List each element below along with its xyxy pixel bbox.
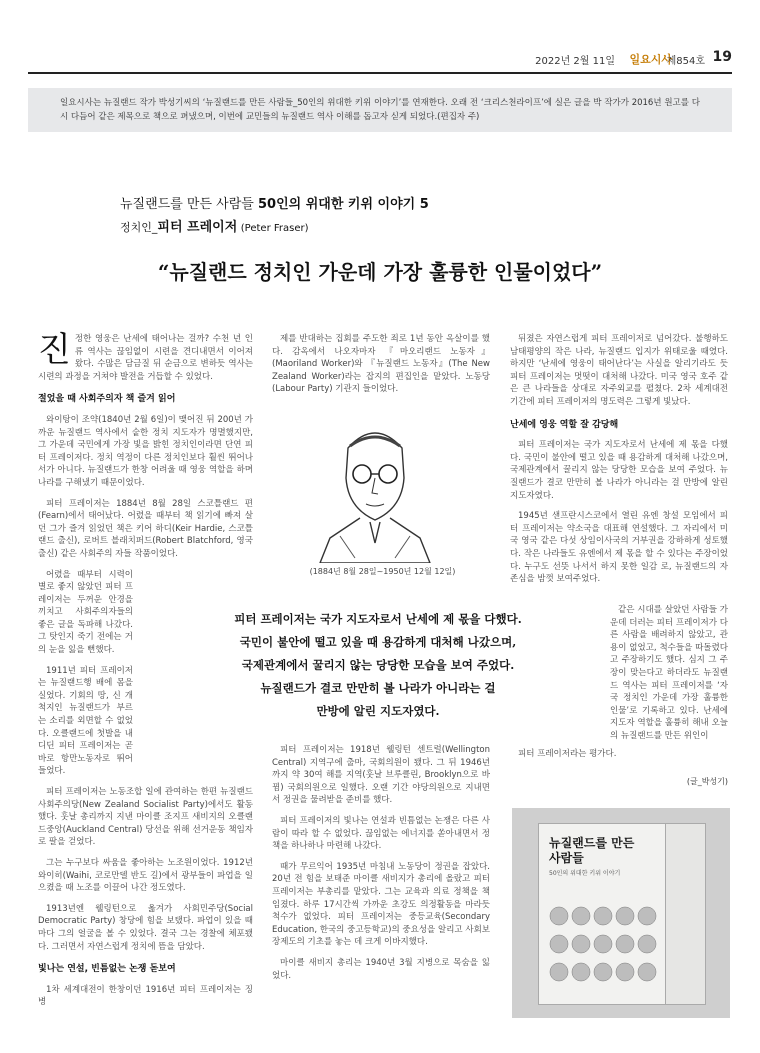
book-subtitle: 50인의 위대한 키위 이야기 bbox=[549, 870, 621, 877]
paragraph: 같은 시대를 살았던 사람들 가운데 더러는 피터 프레이저가 다른 사람을 배려하지 않았고, 관용이 없었고, 척수들을 따돌렸다고 주장하기도 했다. 심지 그 주장이 맞는다고 하더라도 뉴질랜드 역사는 피터 프레이저를 ‘자국 정치인 가운데 가장 훌륭한 인물’로 기록하고 있다. 난세에 지도자 역할을 훌륭히 해내 오늘의 뉴질랜드를 만든 위인이 bbox=[610, 605, 728, 741]
issue-number: 제854호 bbox=[666, 56, 705, 67]
paragraph: 와이탕이 조약(1840년 2월 6일)이 맺어진 뒤 200년 가까운 뉴질랜드 역사에서 숱한 정치 지도자가 명멸했지만, 그 가운데 국민에게 가장 빛을 밝힌 정치인이라면 단연 피터 프레이저다. 정치 역정이 다른 정치인보다 훨씬 뛰어나서가 아니다. 뉴질랜드가 한창 어려울 때 영웅 역할을 하며 나라를 구해냈기 때문이었다. bbox=[38, 414, 253, 488]
book-title-line: 사람들 bbox=[549, 851, 584, 865]
subject-name: 피터 프레이저 bbox=[157, 220, 238, 235]
paragraph: 그는 누구보다 싸움을 좋아하는 노조원이었다. 1912년 와이히(Waihi, 코로만델 반도 길)에서 광부들이 파업을 일으켰을 때 노조를 이끌어 나간 정도였다. bbox=[38, 857, 253, 894]
section-heading: 빛나는 연설, 빈틈없는 논쟁 돋보여 bbox=[38, 964, 176, 975]
paragraph: 1차 세계대전이 한창이던 1916년 피터 프레이저는 징병 bbox=[38, 984, 253, 1008]
pull-quote-line: 국민이 불안에 떨고 있을 때 용감하게 대처해 나갔으며, bbox=[239, 635, 517, 649]
article-column-2 bbox=[272, 333, 490, 404]
pull-quote bbox=[232, 606, 524, 720]
article-column-3 bbox=[510, 333, 728, 594]
pull-quote-line: 국제관계에서 꿀리지 않는 당당한 모습을 보여 주었다. bbox=[241, 658, 515, 672]
pull-quote-line: 뉴질랜드가 결코 만만히 볼 나라가 아니라는 걸 bbox=[260, 681, 496, 695]
pull-quote-line: 피터 프레이저는 국가 지도자로서 난세에 제 몫을 다했다. bbox=[234, 612, 522, 626]
paragraph: 1945년 샌프란시스코에서 열린 유엔 창설 모임에서 피터 프레이저는 약소국을 대표해 연설했다. 그 자리에서 미국 영국 같은 다섯 상임이사국의 거부권을 강하하게 성토했다. 작은 나라들도 유엔에서 제 몫을 할 수 있다는 주장이었다. 누구도 선뜻 나서서 하지 못한 일감 로, 뉴질랜드의 자존심을 밤껏 보여주었다. bbox=[510, 511, 728, 585]
series-title bbox=[120, 193, 429, 212]
paragraph: 피터 프레이저의 빛나는 연설과 빈틈없는 논쟁은 다른 사람이 따라 할 수 없었다. 끊임없는 에너지를 쏟아내면서 정책을 하나하나 마련해 나갔다. bbox=[272, 815, 490, 852]
subject-name-english: (Peter Fraser) bbox=[240, 223, 309, 234]
paragraph: 때가 무르익어 1935년 마침내 노동당이 정권을 잡았다. 20년 전 힘을 보태준 마이클 새비지가 총리에 올랐고 피터 프레이저는 부총리를 맡았다. 그는 교육과 의료 정책을 책임졌다. 하루 17시간씩 가까운 초강도 의정활동을 마라듯 척수가 없었다. 피터 프레이저는 중등교육(Secondary Education, 한국의 중고등학교)의 중요성을 알리고 사회보장제도의 기초를 놓는 데 크게 이바지했다. bbox=[272, 861, 490, 948]
paragraph: 제를 반대하는 집회를 주도한 죄로 1년 동안 옥살이를 했다. 감옥에서 나오자마자 『마오리랜드 노동자』(Maoriland Worker)와 『뉴질랜드 노동자』(The New Zealand Worker)라는 잡지의 편집인을 맡았다. 노동당(Labour Party) 기관지 들이었다. bbox=[272, 334, 490, 395]
book-title-line: 뉴질랜드를 만든 bbox=[549, 836, 635, 850]
paragraph: 어렸을 때부터 시력이 별로 좋지 않았던 피터 프레이저는 두꺼운 안경을 끼치고 사회주의자들의 좋은 글을 독파해 나갔다. 그 탓인지 죽기 전에는 거의 눈을 잃을 뻔했다. bbox=[38, 569, 133, 656]
portrait-caption: (1884년 8월 28일~1950년 12월 12일) bbox=[309, 567, 456, 576]
page-number: 19 bbox=[712, 49, 732, 65]
subtitle-prefix: 정치인_ bbox=[120, 221, 158, 234]
paper-name: 일요시사 bbox=[629, 53, 672, 66]
article-subtitle bbox=[120, 216, 309, 235]
header-rule bbox=[28, 72, 732, 74]
series-main: 50인의 위대한 키위 이야기 5 bbox=[257, 197, 429, 212]
section-heading: 절었을 때 사회주의자 책 즐겨 읽어 bbox=[38, 394, 176, 405]
paragraph: 피터 프레이저는 노동조합 일에 관여하는 한편 뉴질랜드사회주의당(New Zealand Socialist Party)에서도 활동했다. 훗날 총리까지 지낸 마이클 조지프 새비지의 오클랜드중앙(Auckland Central) 당선을 위해 선거운동 책임자로 팔을 걷었다. bbox=[38, 787, 253, 848]
book-title bbox=[549, 836, 634, 866]
editor-note: 일요시사는 뉴질랜드 작가 박성기씨의 ‘뉴질랜드를 만든 사람들_50인의 위대한 키위 이야기’를 연재한다. 오래 전 ‘크리스천라이프’에 실은 글을 박 작가가 2016년 원고를 다시 다듬어 같은 제목으로 책으로 펴냈으며, 이번에 교민들의 뉴질랜드 역사 이해를 돕고자 싣게 되었다.(편집자 주) bbox=[28, 88, 732, 132]
drop-cap: 진 bbox=[38, 330, 71, 370]
article-column-2-continued bbox=[272, 744, 490, 990]
article-column-3-narrow bbox=[610, 604, 728, 751]
paragraph: 1911년 피터 프레이저는 뉴질랜드행 배에 몸을 실었다. 기회의 땅, 신 개척지인 뉴질랜드가 부르는 소리를 외면할 수 없었다. 오클랜드에 첫발을 내디딘 피터 프레이저는 곧바로 항만노동자로 뛰어들었다. bbox=[38, 665, 133, 777]
article-column-1 bbox=[38, 330, 253, 1017]
byline: (글_박성기) bbox=[686, 777, 728, 786]
book-cover-photo bbox=[512, 808, 730, 1018]
book-front-cover bbox=[538, 823, 666, 1005]
section-heading: 난세에 영웅 역할 잘 감당해 bbox=[510, 419, 619, 430]
paragraph: 피터 프레이저는 국가 지도자로서 난세에 제 몫을 다했다. 국민이 불안에 떨고 있을 때 용감하게 대처해 나갔으며, 국제관계에서 꿀리지 않는 당당한 모습을 보여 주었다. 뉴질랜드가 결코 만만히 볼 나라가 아니라는 걸 만방에 알린 지도자였다. bbox=[510, 440, 728, 501]
pull-quote-line: 만방에 알린 지도자였다. bbox=[316, 704, 440, 718]
headline: “뉴질랜드 정치인 가운데 가장 훌륭한 인물이었다” bbox=[157, 260, 603, 284]
book-portraits-image bbox=[547, 904, 657, 986]
issue-date: 2022년 2월 11일 bbox=[535, 56, 615, 67]
lead-paragraph: 정한 영웅은 난세에 태어나는 걸까? 수천 년 인류 역사는 끊임없이 시련을 견디내면서 이어져 왔다. 수많은 담금질 뒤 순금으로 변하듯 역사는 시련의 과정을 거쳐야 발전을 거듭할 수 있었다. bbox=[38, 334, 253, 382]
page-header bbox=[0, 48, 760, 68]
series-prefix: 뉴질랜드를 만든 사람들 bbox=[120, 197, 258, 212]
portrait-illustration bbox=[300, 408, 450, 563]
paragraph: 마이클 새비지 총리는 1940년 3월 지병으로 목숨을 잃었다. bbox=[272, 957, 490, 981]
book-spine bbox=[666, 823, 706, 1005]
paragraph: 피터 프레이저는 1918년 웰링턴 센트럴(Wellington Central) 지역구에 출마, 국회의원이 됐다. 그 뒤 1946년까지 약 30여 해를 지역(훗날 브루클린, Brooklyn으로 바뀜) 국회의원으로 일했다. 오랜 기간 야당의원으로 지내면서 정권을 물려받을 준비를 했다. bbox=[272, 745, 490, 806]
paragraph: 피터 프레이저라는 평가다. bbox=[518, 749, 617, 759]
paragraph: 피터 프레이저는 1884년 8월 28일 스코틀랜드 편(Fearn)에서 태어났다. 어렸을 때부터 책 읽기에 빠져 살던 그가 즐겨 읽었던 책은 키어 하디(Keir Hardie, 스코틀랜드 출신), 로버트 블래치퍼드(Robert Blatchford, 영국 출신) 같은 사회주의 자들 작품이었다. bbox=[38, 498, 253, 559]
article-column-3-end bbox=[510, 748, 728, 769]
paragraph: 뒤졌은 자연스럽게 피터 프레이저로 넘어갔다. 불행하도 남태평양의 작은 나라, 뉴질랜드 입지가 위태로울 때였다. 하지만 ‘난세에 영웅이 태어난다’는 사실을 알리기라도 듯 피터 프레이저는 멋떳이 대처해 나갔다. 미국 영국 호주 같은 큰 나라들을 상대로 자주외교를 펼쳤다. 2차 세계대전 기간에 피터 프레이저의 명도력은 그렇게 빛났다. bbox=[510, 334, 728, 407]
paragraph: 1913년엔 웰링턴으로 옮겨가 사회민주당(Social Democratic Party) 창당에 힘을 보탰다. 파업이 있을 때마다 그의 얼굴을 볼 수 있었다. 결국 그는 경찰에 체포됐다. 그러면서 자연스럽게 정치에 뜸을 담았다. bbox=[38, 903, 253, 952]
